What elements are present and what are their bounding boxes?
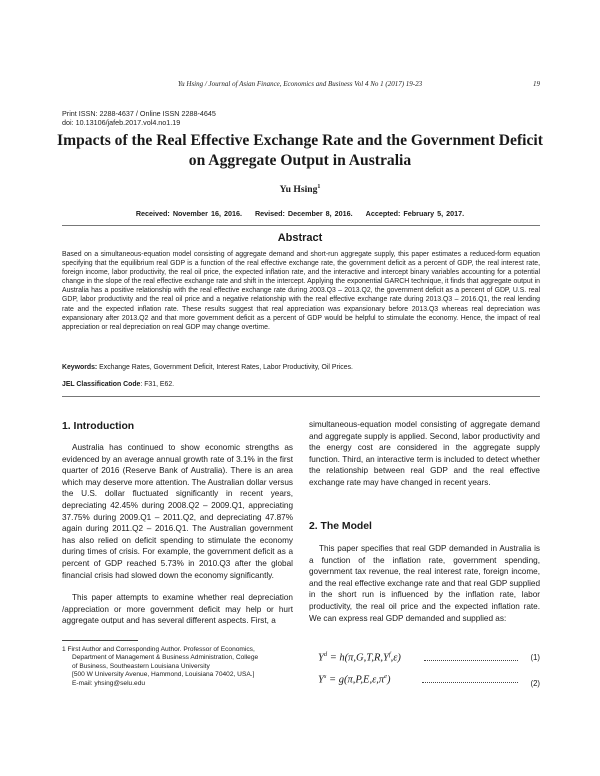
abstract-body: Based on a simultaneous-equation model consisting of aggregate demand and short-run aggregate supply, this paper estimates a reduced-form equation specifying that the equilibrium real GDP is a function of the real effective exchange rate, the government deficit as a percent of GDP, the real interest rate, foreign income, labor productivity, the real oil price, the expected inflation rate, and the interactive and intercept binary variables accounting for a potential change in the slope of the real effective exchange rate and shift in the intercept. Applying the exponential GARCH technique, it finds that aggregate output in Australia has a positive relationship with the real effective exchange rate during 2003.Q3 – 2013.Q2, the government deficit as a percent of GDP, U.S. real GDP, labor productivity and the real oil price and a negative relationship with the real effective exchange rate during 2013.Q3 – 2016.Q1, the real lending rate and the expected inflation rate. These results suggest that real appreciation was expansionary before 2013.Q3 whereas real depreciation was expansionary after 2013.Q2 and that more government deficit as a percent of GDP would be helpful to stimulate the economy. Hence, the impact of real appreciation or real depreciation on real GDP may change overtime. [62,251,540,331]
top-divider [62,225,540,226]
journal-citation: Yu Hsing / Journal of Asian Finance, Economics and Business Vol 4 No 1 (2017) 19-23 [177,80,423,88]
equation-1: $Y^d = h(\pi,G,T,R,Y^f,\varepsilon)$ (1) [318,651,540,664]
model-heading: 2. The Model [309,521,372,532]
author [0,184,600,195]
intro-paragraph-3: simultaneous-equation model consisting of aggregate demand and aggregate supply is applied. Second, labor productivity and the energy cost are considered in the aggregate supply function. Third, an interactive term is included to detect whether the relationship between real GDP and the real effective exchange rate may have changed in recent years. [309,420,540,487]
keywords-text: Exchange Rates, Government Deficit, Interest Rates, Labor Productivity, Oil Prices. [97,364,353,371]
introduction-heading: 1. Introduction [62,421,135,432]
page-number: 19 [533,80,540,88]
footnote-line-1: 1 First Author and Corresponding Author. Professor of Economics, [62,646,255,653]
equation-number: (1) [530,653,540,662]
issn-block [62,109,216,127]
title-line-1: Impacts of the Real Effective Exchange Rate and the Government Deficit [57,132,543,149]
footnote-line-3: of Business, Southeastern Louisiana University [72,662,210,670]
equation-leader-dots [424,660,518,661]
keywords-label: Keywords: [62,364,98,371]
author-name: Yu Hsing [279,184,318,196]
publication-dates [0,209,600,218]
doi-line: doi: 10.13106/jafeb.2017.vol4.no1.19 [62,118,181,127]
intro-paragraph-2: This paper attempts to examine whether real depreciation /appreciation or more government deficit may help or hurt aggregate output and has several different aspects. First, a [62,593,293,626]
issn-line: Print ISSN: 2288-4637 / Online ISSN 2288-4645 [62,109,216,118]
footnote-rule [62,640,138,641]
equation-2: $Y^s = g(\pi,P,E,\varepsilon,\pi^e)$ (2) [318,673,540,688]
accepted-date: Accepted: February 5, 2017. [365,209,465,218]
footnote-line-4: [500 W University Avenue, Hammond, Louisiana 70402, USA.] [72,671,255,679]
footnote-line-2: Department of Management & Business Administration, College [72,654,259,662]
paper-title [40,131,560,171]
title-line-2: on Aggregate Output in Australia [188,152,412,169]
jel-label: JEL Classification Code [62,381,141,388]
footnote-line-5: E-mail: yhsing@selu.edu [72,679,146,687]
jel-code [62,381,540,388]
footnote [62,646,293,688]
intro-paragraph-1: Australia has continued to show economic strengths as evidenced by an average annual growth rate of 3.1% in the first quarter of 2016 (Reserve Bank of Australia). There is an area which may deserve more attention. The Australian dollar versus the U.S. dollar fluctuated significantly in recent years, depreciating 42.45% during 2008.Q2 – 2009.Q1, appreciating 37.75% during 2009.Q1 – 2011.Q2, and depreciating 47.87% again during 2011.Q2 – 2016.Q1. The Australian government has also relied on deficit spending to stimulate the economy during times of crisis. For example, the government deficit as a percent of GDP reached 5.73% in 2010.Q3 after the global financial crisis had slowed down the economy significantly. [62,443,293,580]
equation-number: (2) [530,679,540,688]
model-paragraph-1: This paper specifies that real GDP demanded in Australia is a function of the inflation rate, government spending, government tax revenue, the real interest rate, foreign income, and the real effective exchange rate and that real GDP supplied in the short run is influenced by the inflation rate, labor productivity, the real oil price and the expected inflation rate. We can express real GDP demanded and supplied as: [309,544,540,623]
received-date: Received: November 16, 2016. [135,209,242,218]
author-footnote-marker: 1 [317,184,321,190]
bottom-divider [62,396,540,397]
revised-date: Revised: December 8, 2016. [254,209,353,218]
equation-leader-dots [422,682,518,683]
keywords [62,364,540,371]
abstract-heading: Abstract [277,232,323,244]
jel-text: : F31, E62. [140,381,175,388]
